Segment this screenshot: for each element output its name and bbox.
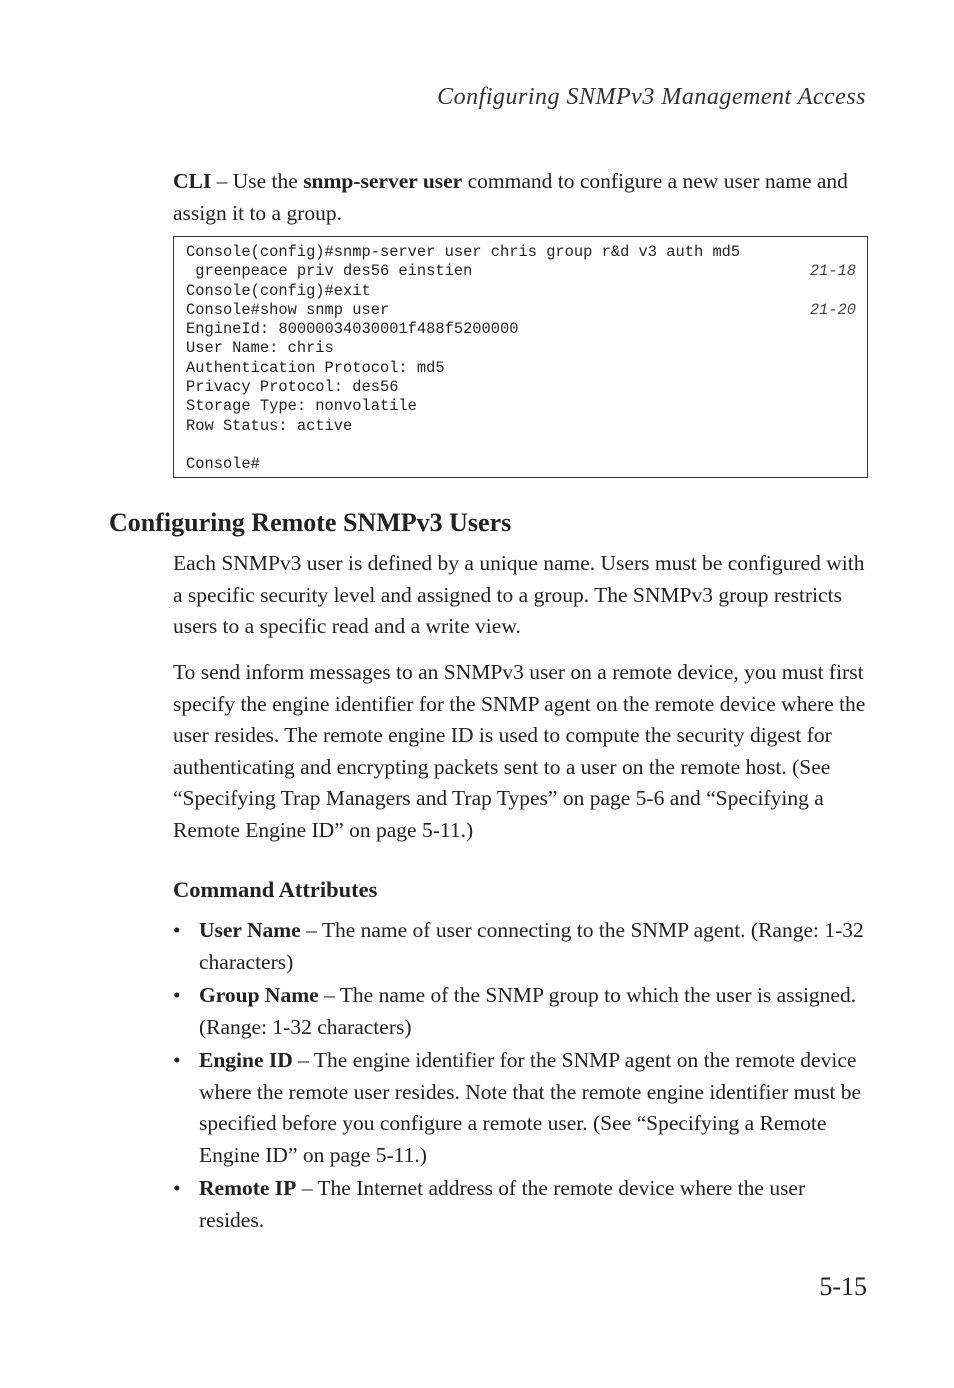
page-number: 5-15 bbox=[819, 1272, 867, 1301]
code-text: User Name: chris bbox=[186, 339, 334, 358]
code-page-ref: 21-20 bbox=[809, 300, 856, 319]
code-text: Privacy Protocol: des56 bbox=[186, 378, 399, 397]
code-line bbox=[186, 262, 856, 281]
running-header: Configuring SNMPv3 Management Access bbox=[437, 84, 866, 110]
code-line bbox=[186, 320, 856, 339]
code-text: EngineId: 80000034030001f488f5200000 bbox=[186, 320, 519, 339]
attribute-description: – The Internet address of the remote device where the user resides. bbox=[199, 1176, 806, 1232]
command-name: snmp-server user bbox=[303, 169, 463, 193]
code-text: Authentication Protocol: md5 bbox=[186, 358, 445, 377]
code-line bbox=[186, 378, 856, 397]
list-item bbox=[173, 1045, 868, 1171]
attribute-term: Engine ID bbox=[199, 1048, 293, 1072]
section-heading: Configuring Remote SNMPv3 Users bbox=[109, 508, 512, 537]
attribute-description: – The engine identifier for the SNMP agent on the remote device where the remote user resides. Note that the remote engine identifier must be specified before you configure a remote user. (See “Specifying a Remote Engine ID” on page 5-11.) bbox=[199, 1048, 862, 1167]
code-text: Console# bbox=[186, 455, 260, 474]
code-text: Row Status: active bbox=[186, 416, 353, 435]
code-text: Console#show snmp user bbox=[186, 300, 390, 319]
attribute-term: User Name bbox=[199, 918, 301, 942]
bullet-icon: • bbox=[173, 983, 181, 1007]
attribute-description: – The name of user connecting to the SNMP agent. (Range: 1-32 characters) bbox=[199, 918, 864, 974]
code-line bbox=[186, 282, 856, 301]
bullet-icon: • bbox=[173, 918, 181, 942]
code-line bbox=[186, 455, 856, 474]
body-paragraph-2: To send inform messages to an SNMPv3 user on a remote device, you must first specify the engine identifier for the SNMP agent on the remote device where the user resides. The remote engine ID is used to compute the security digest for authenticating and encrypting packets sent to a user on the remote host. (See “Specifying Trap Managers and Trap Types” on page 5-6 and “Specifying a Remote Engine ID” on page 5-11.) bbox=[173, 660, 866, 842]
list-item bbox=[173, 915, 868, 978]
code-line bbox=[186, 301, 856, 320]
command-attributes-heading: Command Attributes bbox=[173, 877, 378, 902]
code-line bbox=[186, 397, 856, 416]
code-line bbox=[186, 417, 856, 436]
intro-text-2: command to configure a new user name and assign it to a group. bbox=[173, 169, 848, 225]
code-page-ref: 21-18 bbox=[809, 262, 856, 281]
code-text: Storage Type: nonvolatile bbox=[186, 397, 417, 416]
code-line bbox=[186, 243, 856, 262]
intro-text-1: – Use the bbox=[211, 169, 304, 193]
bullet-icon: • bbox=[173, 1176, 181, 1200]
code-text: greenpeace priv des56 einstien bbox=[186, 262, 473, 281]
code-line bbox=[186, 359, 856, 378]
cli-intro-paragraph bbox=[173, 166, 868, 229]
code-line bbox=[186, 339, 856, 358]
attribute-description: – The name of the SNMP group to which the user is assigned. (Range: 1-32 characters) bbox=[199, 983, 857, 1039]
list-item bbox=[173, 1173, 868, 1236]
attribute-term: Group Name bbox=[199, 983, 319, 1007]
bullet-icon: • bbox=[173, 1048, 181, 1072]
attribute-term: Remote IP bbox=[199, 1176, 297, 1200]
body-paragraph-1: Each SNMPv3 user is defined by a unique name. Users must be configured with a specific security level and assigned to a group. The SNMPv3 group restricts users to a specific read and a write view. bbox=[173, 551, 865, 638]
attributes-list bbox=[173, 915, 868, 1238]
code-line bbox=[186, 436, 856, 455]
code-text: Console(config)#exit bbox=[186, 281, 371, 300]
list-item bbox=[173, 980, 868, 1043]
code-example-box bbox=[173, 236, 868, 478]
code-text: Console(config)#snmp-server user chris group r&d v3 auth md5 bbox=[186, 243, 741, 261]
cli-label: CLI bbox=[173, 169, 212, 193]
